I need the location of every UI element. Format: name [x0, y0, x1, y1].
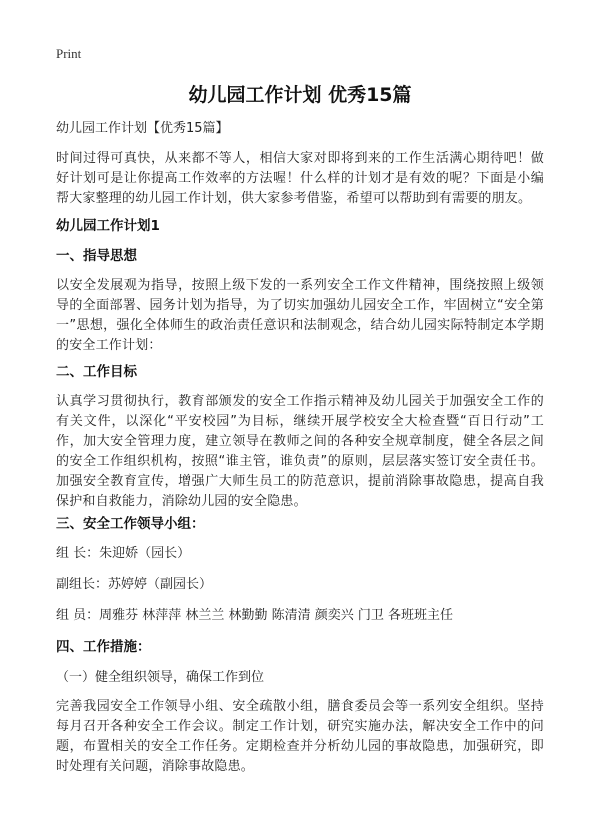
leader-line: 组 长：朱迎娇（园长）: [56, 546, 191, 561]
section-heading-leadership-group: 三、安全工作领导小组：: [56, 516, 205, 532]
section-heading-work-measures: 四、工作措施：: [56, 639, 151, 655]
print-label[interactable]: Print: [56, 46, 82, 61]
section-text-work-goals: 认真学习贯彻执行，教育部颁发的安全工作指示精神及幼儿园关于加强安全工作的有关文件，以深化“平安校园”为目标，继续开展学校安全大检查暨“百日行动”工作，加大安全管理力度，建立领导在教师之间的各种安全规章制度，健全各层之间的安全工作组织机构，按照“谁主管，谁负责”的原则，层层落实签订安全责任书。加强安全教育宣传，增强广大师生员工的防范意识，提前消除事故隐患，提高自我保护和自救能力，消除幼儿园的安全隐患。: [56, 394, 544, 509]
section-heading-work-goals: 二、工作目标: [56, 364, 137, 380]
members-line: 组 员：周雅芬 林萍萍 林兰兰 林勤勤 陈清清 颜奕兴 门卫 各班班主任: [56, 608, 454, 623]
measure-heading-organization: （一）健全组织领导，确保工作到位: [56, 670, 265, 685]
page-title: 幼儿园工作计划 优秀15篇: [188, 84, 412, 106]
measure-text-organization: 完善我园安全工作领导小组、安全疏散小组，膳食委员会等一系列安全组织。坚持每月召开各种安全工作会议。制定工作计划，研究实施办法，解决安全工作中的问题，布置相关的安全工作任务。定期检查并分析幼儿园的事故隐患，加强研究，即时处理有关问题，消除事故隐患。: [56, 699, 544, 774]
document-subtitle: 幼儿园工作计划【优秀15篇】: [56, 121, 229, 136]
section-text-guiding-ideology: 以安全发展观为指导，按照上级下发的一系列安全工作文件精神，围绕按照上级领导的全面部署、园务计划为指导，为了切实加强幼儿园安全工作，牢固树立“安全第一”思想，强化全体师生的政治责任意识和法制观念，结合幼儿园实际特制定本学期的安全工作计划：: [56, 278, 544, 353]
vice-leader-line: 副组长：苏婷婷（副园长）: [56, 577, 213, 592]
section-heading-guiding-ideology: 一、指导思想: [56, 248, 137, 264]
plan-title: 幼儿园工作计划1: [56, 218, 160, 234]
intro-paragraph: 时间过得可真快，从来都不等人，相信大家对即将到来的工作生活满心期待吧！做好计划可是让你提高工作效率的方法喔！什么样的计划才是有效的呢？下面是小编帮大家整理的幼儿园工作计划，供大家参考借鉴，希望可以帮助到有需要的朋友。: [56, 151, 544, 206]
